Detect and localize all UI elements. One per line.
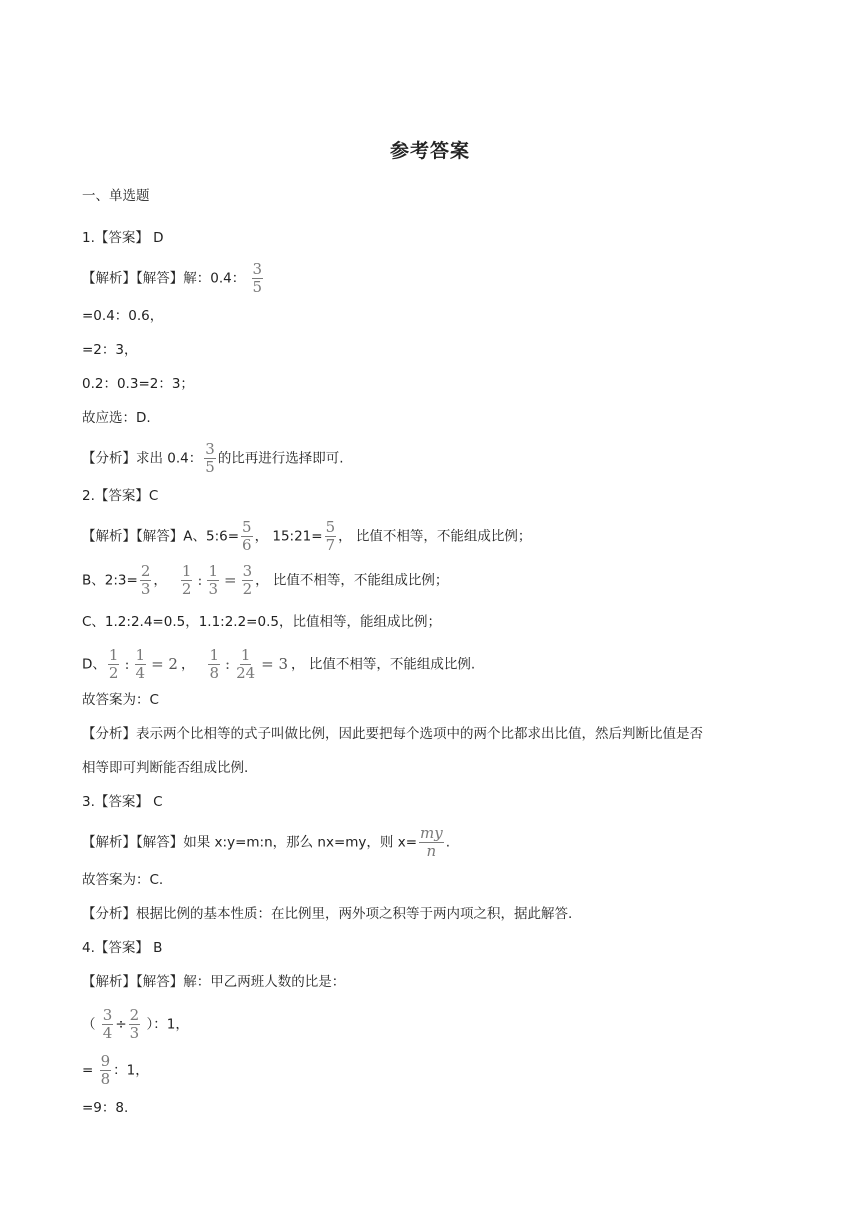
fraction: $\frac{3}{5}$ <box>205 440 215 476</box>
q2-option-a: 【解析】【解答】A、5:6= $\frac{5}{6}$ ， 15:21= $\frac{5}{7}$ ， 比值不相等，不能组成比例； <box>82 518 532 554</box>
q4-analysis: 【解析】【解答】解：甲乙两班人数的比是： <box>82 974 346 990</box>
fraction: $\frac{1}{3}$ <box>208 562 219 598</box>
q3-conclusion: 故答案为：C. <box>82 872 164 888</box>
q4-answer: 4.【答案】 B <box>82 940 163 956</box>
q4-step: =9：8. <box>82 1100 129 1116</box>
fraction: $\frac{1}{2}$ <box>108 646 119 682</box>
page-title: 参考答案 <box>389 140 470 162</box>
q2-option-d: D、 $\frac{1}{2}$ : $\frac{1}{4}$ = 2 ， $\frac{1}{8}$ : $\frac{1}{24}$ = 3 ， 比值不相等，不能组成比例. <box>82 646 476 682</box>
q1-fenxi: 【分析】求出 0.4： $\frac{3}{5}$ 的比再进行选择即可. <box>82 440 344 476</box>
q2-fenxi-cont: 相等即可判断能否组成比例. <box>82 760 249 776</box>
q1-conclusion: 故应选：D. <box>82 410 151 426</box>
fraction: $\frac{1}{24}$ <box>236 646 256 682</box>
fraction: $\frac{my}{n}$ <box>420 824 443 860</box>
fraction: $\frac{1}{2}$ <box>181 562 192 598</box>
fraction: $\frac{2}{3}$ <box>129 1006 140 1042</box>
q4-step: = $\frac{9}{8}$ ：1， <box>82 1052 149 1088</box>
fraction: $\frac{5}{7}$ <box>325 518 336 554</box>
fraction: $\frac{3}{2}$ <box>242 562 253 598</box>
fraction: $\frac{2}{3}$ <box>140 562 151 598</box>
section-heading: 一、单选题 <box>82 188 150 204</box>
q2-answer: 2.【答案】C <box>82 488 159 504</box>
fraction: $\frac{3}{5}$ <box>252 260 263 296</box>
q3-answer: 3.【答案】 C <box>82 794 163 810</box>
q3-fenxi: 【分析】根据比例的基本性质：在比例里，两外项之积等于两内项之积，据此解答. <box>82 906 573 922</box>
q2-option-c: C、1.2:2.4=0.5，1.1:2.2=0.5，比值相等，能组成比例； <box>82 614 441 630</box>
q1-step: 0.2：0.3=2：3； <box>82 376 194 392</box>
q2-conclusion: 故答案为：C <box>82 692 159 708</box>
q2-option-b: B、2:3= $\frac{2}{3}$ ， $\frac{1}{2}$ : $\frac{1}{3}$ = $\frac{3}{2}$ ， 比值不相等，不能组成比例； <box>82 562 449 598</box>
q1-answer: 1.【答案】 D <box>82 230 164 246</box>
q4-step: （ $\frac{3}{4}$ ÷ $\frac{2}{3}$ ）：1， <box>82 1006 189 1042</box>
q1-step: =2：3， <box>82 342 138 358</box>
q1-analysis: 【解析】【解答】解：0.4： $\frac{3}{5}$ <box>82 260 263 296</box>
q1-step: =0.4：0.6， <box>82 308 164 324</box>
fraction: $\frac{9}{8}$ <box>100 1052 111 1088</box>
q2-fenxi: 【分析】表示两个比相等的式子叫做比例，因此要把每个选项中的两个比都求出比值，然后判断比值是否 <box>82 726 703 742</box>
fraction: $\frac{5}{6}$ <box>242 518 252 554</box>
fraction: $\frac{1}{8}$ <box>209 646 219 682</box>
fraction: $\frac{1}{4}$ <box>135 646 146 682</box>
q3-analysis: 【解析】【解答】如果 x:y=m:n，那么 nx=my，则 x= $\frac{my}{n}$ . <box>82 824 451 860</box>
fraction: $\frac{3}{4}$ <box>102 1006 113 1042</box>
